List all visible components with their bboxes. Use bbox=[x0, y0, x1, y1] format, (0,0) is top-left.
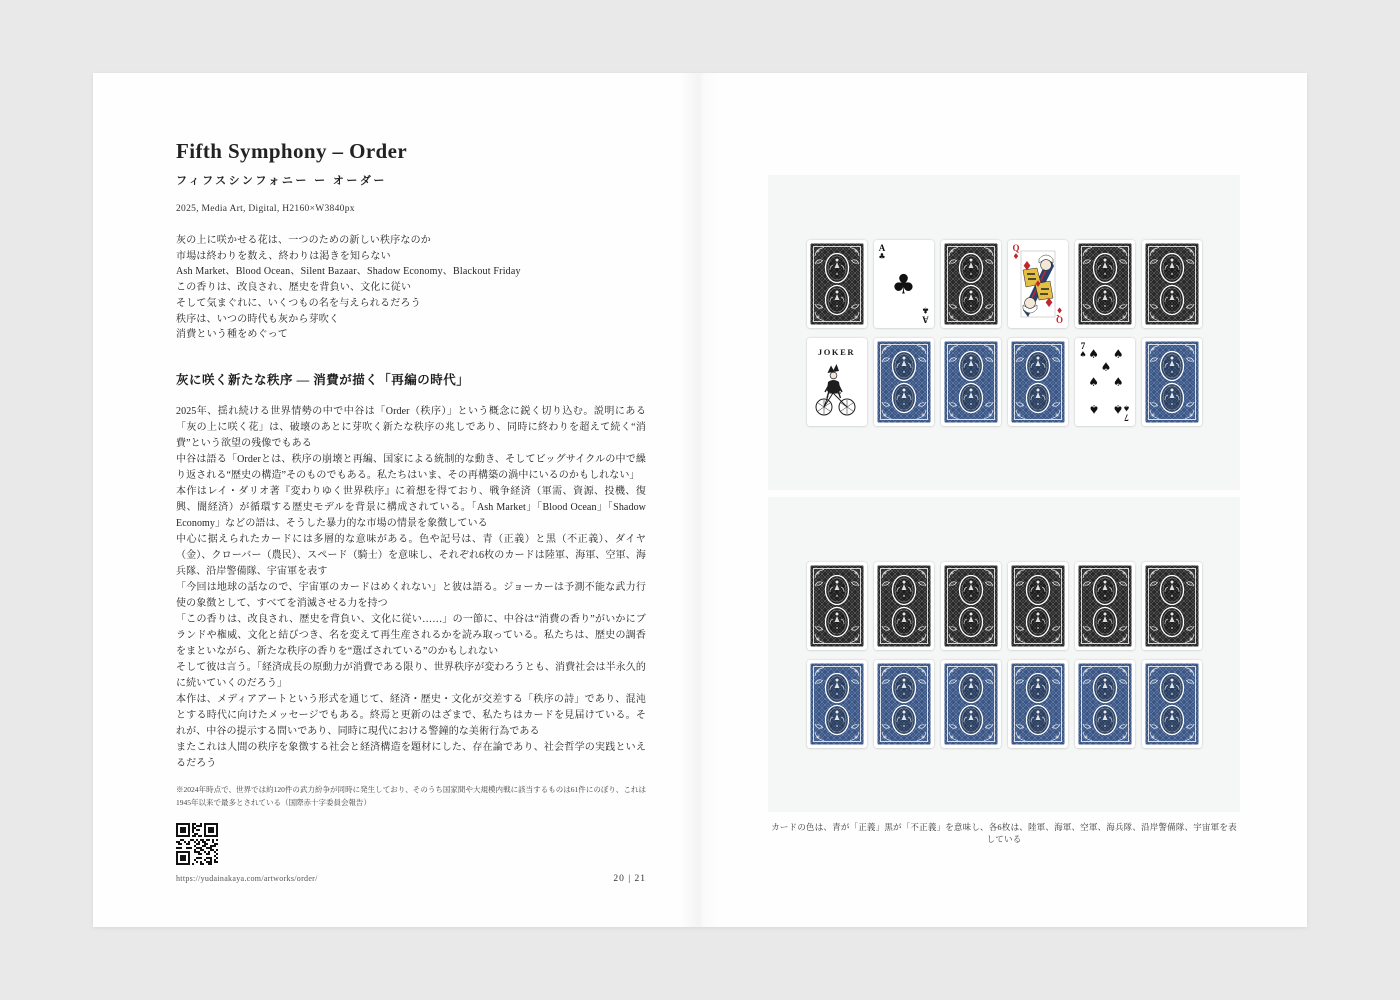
essay-paragraph: 「この香りは、改良され、歴史を背負い、文化に従い……」の一節に、中谷は“消費の香り”がいかにブランドや権威、文化と結びつき、名を変えて再生産されるかを読み取っている。私たちは、歴史の調香をまといながら、新たな秩序の香りを“選ばされている”のかもしれない bbox=[176, 613, 646, 657]
card-back-black bbox=[941, 240, 1001, 328]
spade-suit-icon: ♠ bbox=[1100, 360, 1112, 375]
spade-suit-icon: ♠ bbox=[1112, 401, 1124, 416]
joker-label: JOKER bbox=[817, 346, 856, 357]
section-heading: 灰に咲く新たな秩序 ― 消費が描く「再編の時代」 bbox=[176, 372, 470, 387]
essay-paragraph: 2025年、揺れ続ける世界情勢の中で中谷は「Order（秩序）」という概念に鋭く切り込む。説明にある「灰の上に咲く花」は、破壊のあとに芽吹く新たな秩序の兆しであり、同時に終わりを超えて続く“消費”という欲望の残像でもある bbox=[176, 405, 646, 449]
card-queen-of-diamonds bbox=[1008, 240, 1068, 328]
essay-paragraph: 本作は、メディアアートという形式を通じて、経済・歴史・文化が交差する「秩序の詩」であり、混沌とする時代に向けたメッセージでもある。終焉と更新のはざまで、私たちはカードを見届けている。それが、中谷の提示する問いであり、同時に現代における警鐘的な美術行為である bbox=[176, 693, 646, 737]
card-row bbox=[807, 660, 1202, 748]
card-back-black bbox=[1008, 562, 1068, 650]
card-back-blue bbox=[1008, 338, 1068, 426]
poem-line: 消費という種をめぐって bbox=[176, 329, 288, 341]
essay-paragraph: そして彼は言う。「経済成長の原動力が消費である限り、世界秩序が変わろうとも、消費社会は半永久的に続いていくのだろう」 bbox=[176, 661, 646, 689]
artwork-title: Fifth Symphony – Order bbox=[176, 139, 408, 163]
card-back-black bbox=[941, 562, 1001, 650]
card-back-blue bbox=[874, 660, 934, 748]
card-back-blue bbox=[1008, 660, 1068, 748]
card-row bbox=[807, 562, 1202, 650]
card-back-black bbox=[1142, 562, 1202, 650]
card-back-black bbox=[807, 240, 867, 328]
card-joker bbox=[807, 338, 867, 426]
essay-paragraph: 中心に据えられたカードには多層的な意味がある。色や記号は、青（正義）と黒（不正義）、ダイヤ（金）、クローバー（農民）、スペード（騎士）を意味し、それぞれ6枚のカードは陸軍、海軍、空軍、海兵隊、沿岸警備隊、宇宙軍を表す bbox=[176, 533, 646, 577]
card-back-black bbox=[1142, 240, 1202, 328]
card-seven-of-spades bbox=[1075, 338, 1135, 426]
poem-line: Ash Market、Blood Ocean、Silent Bazaar、Shadow Economy、Blackout Friday bbox=[176, 266, 521, 278]
club-suit-icon: ♣ bbox=[891, 269, 916, 301]
card-corner-index: 7 ♠ bbox=[1079, 340, 1087, 359]
spade-suit-icon: ♠ bbox=[1088, 374, 1100, 389]
card-back-blue bbox=[807, 660, 867, 748]
left-page-content bbox=[176, 139, 646, 809]
card-back-blue bbox=[941, 338, 1001, 426]
artwork-url-link[interactable]: https://yudainakaya.com/artworks/order/ bbox=[176, 874, 318, 883]
card-back-black bbox=[874, 562, 934, 650]
card-back-black bbox=[1075, 562, 1135, 650]
card-back-blue bbox=[1075, 660, 1135, 748]
card-corner-index: Q ♦ bbox=[1055, 306, 1063, 325]
cards-panel-bottom bbox=[768, 497, 1240, 812]
card-back-blue bbox=[1142, 660, 1202, 748]
essay-body bbox=[176, 404, 646, 772]
card-back-blue bbox=[941, 660, 1001, 748]
poem-block bbox=[176, 233, 646, 343]
card-corner-index: A ♣ bbox=[921, 306, 929, 325]
card-row bbox=[807, 240, 1202, 328]
spade-suit-icon: ♠ bbox=[1112, 374, 1124, 389]
qr-code bbox=[176, 823, 218, 865]
left-page-footer bbox=[176, 823, 646, 884]
card-back-black bbox=[1075, 240, 1135, 328]
essay-paragraph: 「今回は地球の話なので、宇宙軍のカードはめくれない」と彼は語る。ジョーカーは予測不能な武力行使の象徴として、すべてを消滅させる力を持つ bbox=[176, 581, 646, 609]
poem-line: 秩序は、いつの時代も灰から芽吹く bbox=[176, 313, 340, 325]
essay-paragraph: 中谷は語る「Orderとは、秩序の崩壊と再編、国家による統制的な動き、そしてビッグサイクルの中で繰り返される“歴史の構造”そのものでもある。私たちはいま、その再構築の渦中にいるのかもしれない」 bbox=[176, 453, 646, 481]
poem-line: 灰の上に咲かせる花は、一つのための新しい秩序なのか bbox=[176, 235, 431, 246]
cards-caption: カードの色は、青が「正義」黒が「不正義」を意味し、各6枚は、陸軍、海軍、空軍、海兵隊、沿岸警備隊、宇宙軍を表している bbox=[771, 822, 1237, 844]
card-corner-index: Q ♦ bbox=[1012, 242, 1020, 261]
card-corner-index: 7 ♠ bbox=[1122, 404, 1130, 423]
right-page bbox=[700, 73, 1307, 927]
card-corner-index: A ♣ bbox=[878, 242, 886, 261]
book-spread bbox=[93, 73, 1307, 927]
poem-line: そして気まぐれに、いくつもの名を与えられるだろう bbox=[176, 297, 421, 309]
card-ace-of-clubs bbox=[874, 240, 934, 328]
left-page bbox=[93, 73, 700, 927]
spade-suit-icon: ♠ bbox=[1088, 401, 1100, 416]
footnote: ※2024年時点で、世界では約120件の武力紛争が同時に発生しており、そのうち国家間や大規模内戦に該当するものは61件にのぼり、これは1945年以来で最多とされている（国際赤十字委員会報告） bbox=[176, 784, 646, 807]
card-back-black bbox=[807, 562, 867, 650]
poem-line: この香りは、改良され、歴史を背負い、文化に従い bbox=[176, 282, 412, 294]
page-number: 20 | 21 bbox=[613, 874, 646, 884]
cards-panel-top bbox=[768, 175, 1240, 490]
card-row bbox=[807, 338, 1202, 426]
card-back-blue bbox=[874, 338, 934, 426]
poem-line: 市場は終わりを数え、終わりは渇きを知らない bbox=[176, 250, 391, 262]
essay-paragraph: またこれは人間の秩序を象徴する社会と経済構造を題材にした、存在論であり、社会哲学の実践といえるだろう bbox=[176, 741, 646, 769]
artwork-subtitle-ja: フィフスシンフォニー ー オーダー bbox=[176, 175, 387, 187]
spade-suit-icon: ♠ bbox=[1112, 347, 1124, 362]
essay-paragraph: 本作はレイ・ダリオ著『変わりゆく世界秩序』に着想を得ており、戦争経済（軍需、資源、投機、復興、闇経済）が循環する歴史モデルを背景に構成されている。「Ash Market」「Blood Ocean」「Shadow Economy」などの語は、そうした暴力的な市場の情景を象徴している bbox=[176, 485, 646, 529]
spade-suit-icon: ♠ bbox=[1088, 347, 1100, 362]
artwork-metadata: 2025, Media Art, Digital, H2160×W3840px bbox=[176, 204, 355, 214]
card-back-blue bbox=[1142, 338, 1202, 426]
